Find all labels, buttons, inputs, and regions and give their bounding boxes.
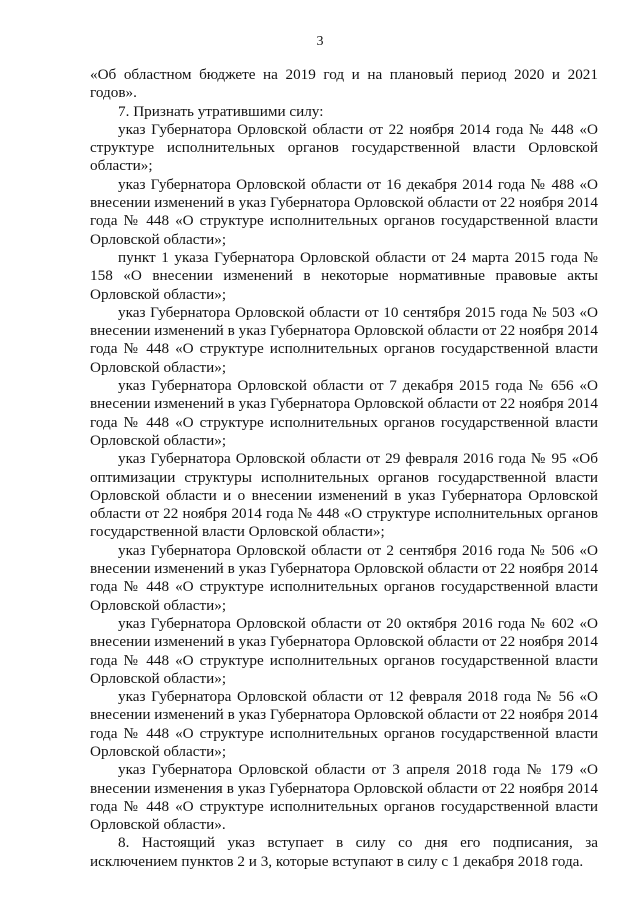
document-body	[90, 66, 598, 871]
paragraph-repealed-decree-506: указ Губернатора Орловской области от 2 сентября 2016 года № 506 «О внесении изменений в указ Губернатора Орловской области от 22 ноября 2014 года № 448 «О структуре исполнительных органов государственной власти Орловской области»;	[90, 541, 598, 614]
paragraph-repealed-decree-158: пункт 1 указа Губернатора Орловской области от 24 марта 2015 года № 158 «О внесении изменений в некоторые нормативные правовые акты Орловской области»;	[90, 248, 598, 303]
paragraph-repealed-decree-656: указ Губернатора Орловской области от 7 декабря 2015 года № 656 «О внесении изменений в указ Губернатора Орловской области от 22 ноября 2014 года № 448 «О структуре исполнительных органов государственной власти Орловской области»;	[90, 377, 598, 449]
paragraph-repealed-decree-95: указ Губернатора Орловской области от 29 февраля 2016 года № 95 «Об оптимизации структуры исполнительных органов государственной власти Орловской области и о внесении изменений в указ Губернатора Орловской области от 22 ноября 2014 года № 448 «О структуре исполнительных органов государственной власти Орловской области»;	[90, 450, 598, 541]
paragraph-repealed-decree-488: указ Губернатора Орловской области от 16 декабря 2014 года № 488 «О внесении изменений в указ Губернатора Орловской области от 22 ноября 2014 года № 448 «О структуре исполнительных органов государственной власти Орловской области»;	[90, 175, 598, 248]
paragraph-repealed-decree-179: указ Губернатора Орловской области от 3 апреля 2018 года № 179 «О внесении изменения в указ Губернатора Орловской области от 22 ноября 2014 года № 448 «О структуре исполнительных органов государственной власти Орловской области».	[90, 761, 598, 834]
paragraph-repealed-decree-448: указ Губернатора Орловской области от 22 ноября 2014 года № 448 «О структуре исполнительных органов государственной власти Орловской области»;	[90, 120, 598, 175]
page-number: 3	[316, 34, 324, 49]
paragraph-repealed-decree-503: указ Губернатора Орловской области от 10 сентября 2015 года № 503 «О внесении изменений в указ Губернатора Орловской области от 22 ноября 2014 года № 448 «О структуре исполнительных органов государственной власти Орловской области»;	[90, 303, 598, 376]
paragraph-budget-law-tail: «Об областном бюджете на 2019 год и на плановый период 2020 и 2021 годов».	[90, 66, 598, 102]
paragraph-item-7-heading: 7. Признать утратившими силу:	[118, 102, 324, 120]
paragraph-item-8-entry-into-force: 8. Настоящий указ вступает в силу со дня его подписания, за исключением пунктов 2 и 3, которые вступают в силу с 1 декабря 2018 года.	[90, 834, 598, 870]
paragraph-repealed-decree-602: указ Губернатора Орловской области от 20 октября 2016 года № 602 «О внесении изменений в указ Губернатора Орловской области от 22 ноября 2014 года № 448 «О структуре исполнительных органов государственной власти Орловской области»;	[90, 614, 598, 687]
paragraph-repealed-decree-56: указ Губернатора Орловской области от 12 февраля 2018 года № 56 «О внесении изменений в указ Губернатора Орловской области от 22 ноября 2014 года № 448 «О структуре исполнительных органов государственной власти Орловской области»;	[90, 688, 598, 760]
